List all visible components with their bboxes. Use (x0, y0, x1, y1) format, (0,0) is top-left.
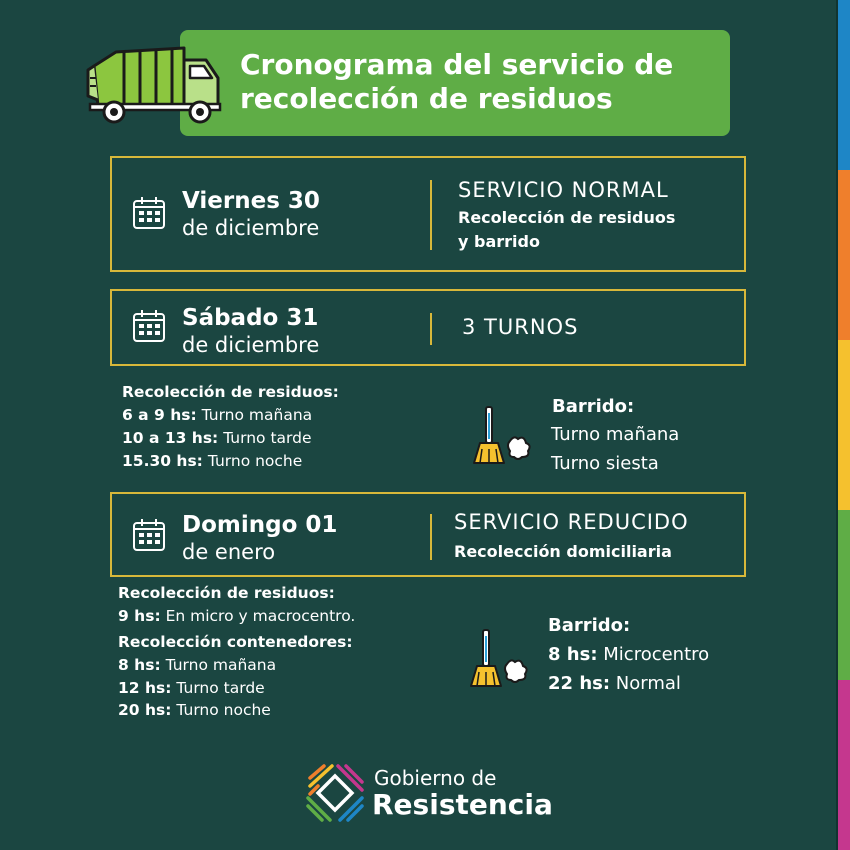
sunday-sweeping-item (548, 673, 681, 694)
saturday-sweeping-item: Turno mañana (551, 424, 680, 445)
friday-date: de diciembre (182, 216, 320, 240)
sunday-container-item (118, 679, 265, 697)
time-label: 10 a 13 hs: (122, 429, 219, 447)
saturday-date: de diciembre (182, 333, 320, 357)
sunday-containers-heading: Recolección contenedores: (118, 633, 353, 651)
friday-service-title: SERVICIO NORMAL (458, 178, 669, 202)
title-banner (180, 30, 730, 136)
shift-label: Turno mañana (201, 406, 313, 424)
title-line-2: recolección de residuos (240, 82, 613, 115)
broom-icon (467, 628, 531, 692)
friday-service-line-1: Recolección de residuos (458, 208, 676, 227)
saturday-collection-item (122, 429, 312, 447)
sunday-collection-heading: Recolección de residuos: (118, 584, 335, 602)
saturday-day: Sábado 31 (182, 305, 319, 331)
stripe-magenta (838, 680, 850, 850)
stripe-green (838, 510, 850, 680)
logo-text-bottom: Resistencia (372, 788, 553, 821)
shift-label: Turno mañana (165, 656, 277, 674)
time-label: 6 a 9 hs: (122, 406, 197, 424)
resistencia-logo-icon (306, 764, 364, 822)
calendar-icon (132, 196, 166, 230)
divider (430, 514, 432, 560)
saturday-service-title: 3 TURNOS (462, 315, 579, 339)
friday-service-line-2: y barrido (458, 232, 540, 251)
logo-text-top: Gobierno de (374, 766, 497, 790)
saturday-box (110, 289, 746, 366)
shift-label: Turno noche (176, 701, 271, 719)
time-label: 15.30 hs: (122, 452, 203, 470)
time-label: 8 hs: (548, 644, 598, 665)
sunday-box (110, 492, 746, 577)
color-stripes (836, 0, 850, 850)
sunday-sweeping-item (548, 644, 709, 665)
sunday-day: Domingo 01 (182, 512, 338, 538)
sunday-container-item (118, 701, 271, 719)
saturday-sweeping-item: Turno siesta (551, 453, 659, 474)
saturday-sweeping-heading: Barrido: (552, 396, 635, 417)
saturday-collection-item (122, 406, 312, 424)
zone-label: Normal (615, 673, 681, 694)
title-line-1: Cronograma del servicio de (240, 48, 674, 81)
calendar-icon (132, 309, 166, 343)
friday-box (110, 156, 746, 272)
shift-label: Turno tarde (176, 679, 265, 697)
divider (430, 313, 432, 345)
garbage-truck-icon (86, 44, 226, 124)
broom-icon (470, 405, 534, 469)
saturday-collection-heading: Recolección de residuos: (122, 383, 339, 401)
friday-day: Viernes 30 (182, 188, 320, 214)
sunday-date: de enero (182, 540, 276, 564)
stripe-orange (838, 170, 850, 340)
sunday-service-line-1: Recolección domiciliaria (454, 542, 672, 561)
time-label: 22 hs: (548, 673, 611, 694)
sunday-container-item (118, 656, 276, 674)
zone-label: Microcentro (603, 644, 710, 665)
calendar-icon (132, 518, 166, 552)
shift-label: Turno noche (207, 452, 303, 470)
sunday-collection-item (118, 607, 355, 625)
time-label: 12 hs: (118, 679, 172, 697)
sunday-sweeping-heading: Barrido: (548, 615, 631, 636)
stripe-yellow (838, 340, 850, 510)
shift-label: Turno tarde (223, 429, 312, 447)
divider (430, 180, 432, 250)
shift-label: En micro y macrocentro. (165, 607, 356, 625)
time-label: 8 hs: (118, 656, 161, 674)
time-label: 20 hs: (118, 701, 172, 719)
stripe-blue (838, 0, 850, 170)
saturday-collection-item (122, 452, 302, 470)
time-label: 9 hs: (118, 607, 161, 625)
sunday-service-title: SERVICIO REDUCIDO (454, 510, 689, 534)
